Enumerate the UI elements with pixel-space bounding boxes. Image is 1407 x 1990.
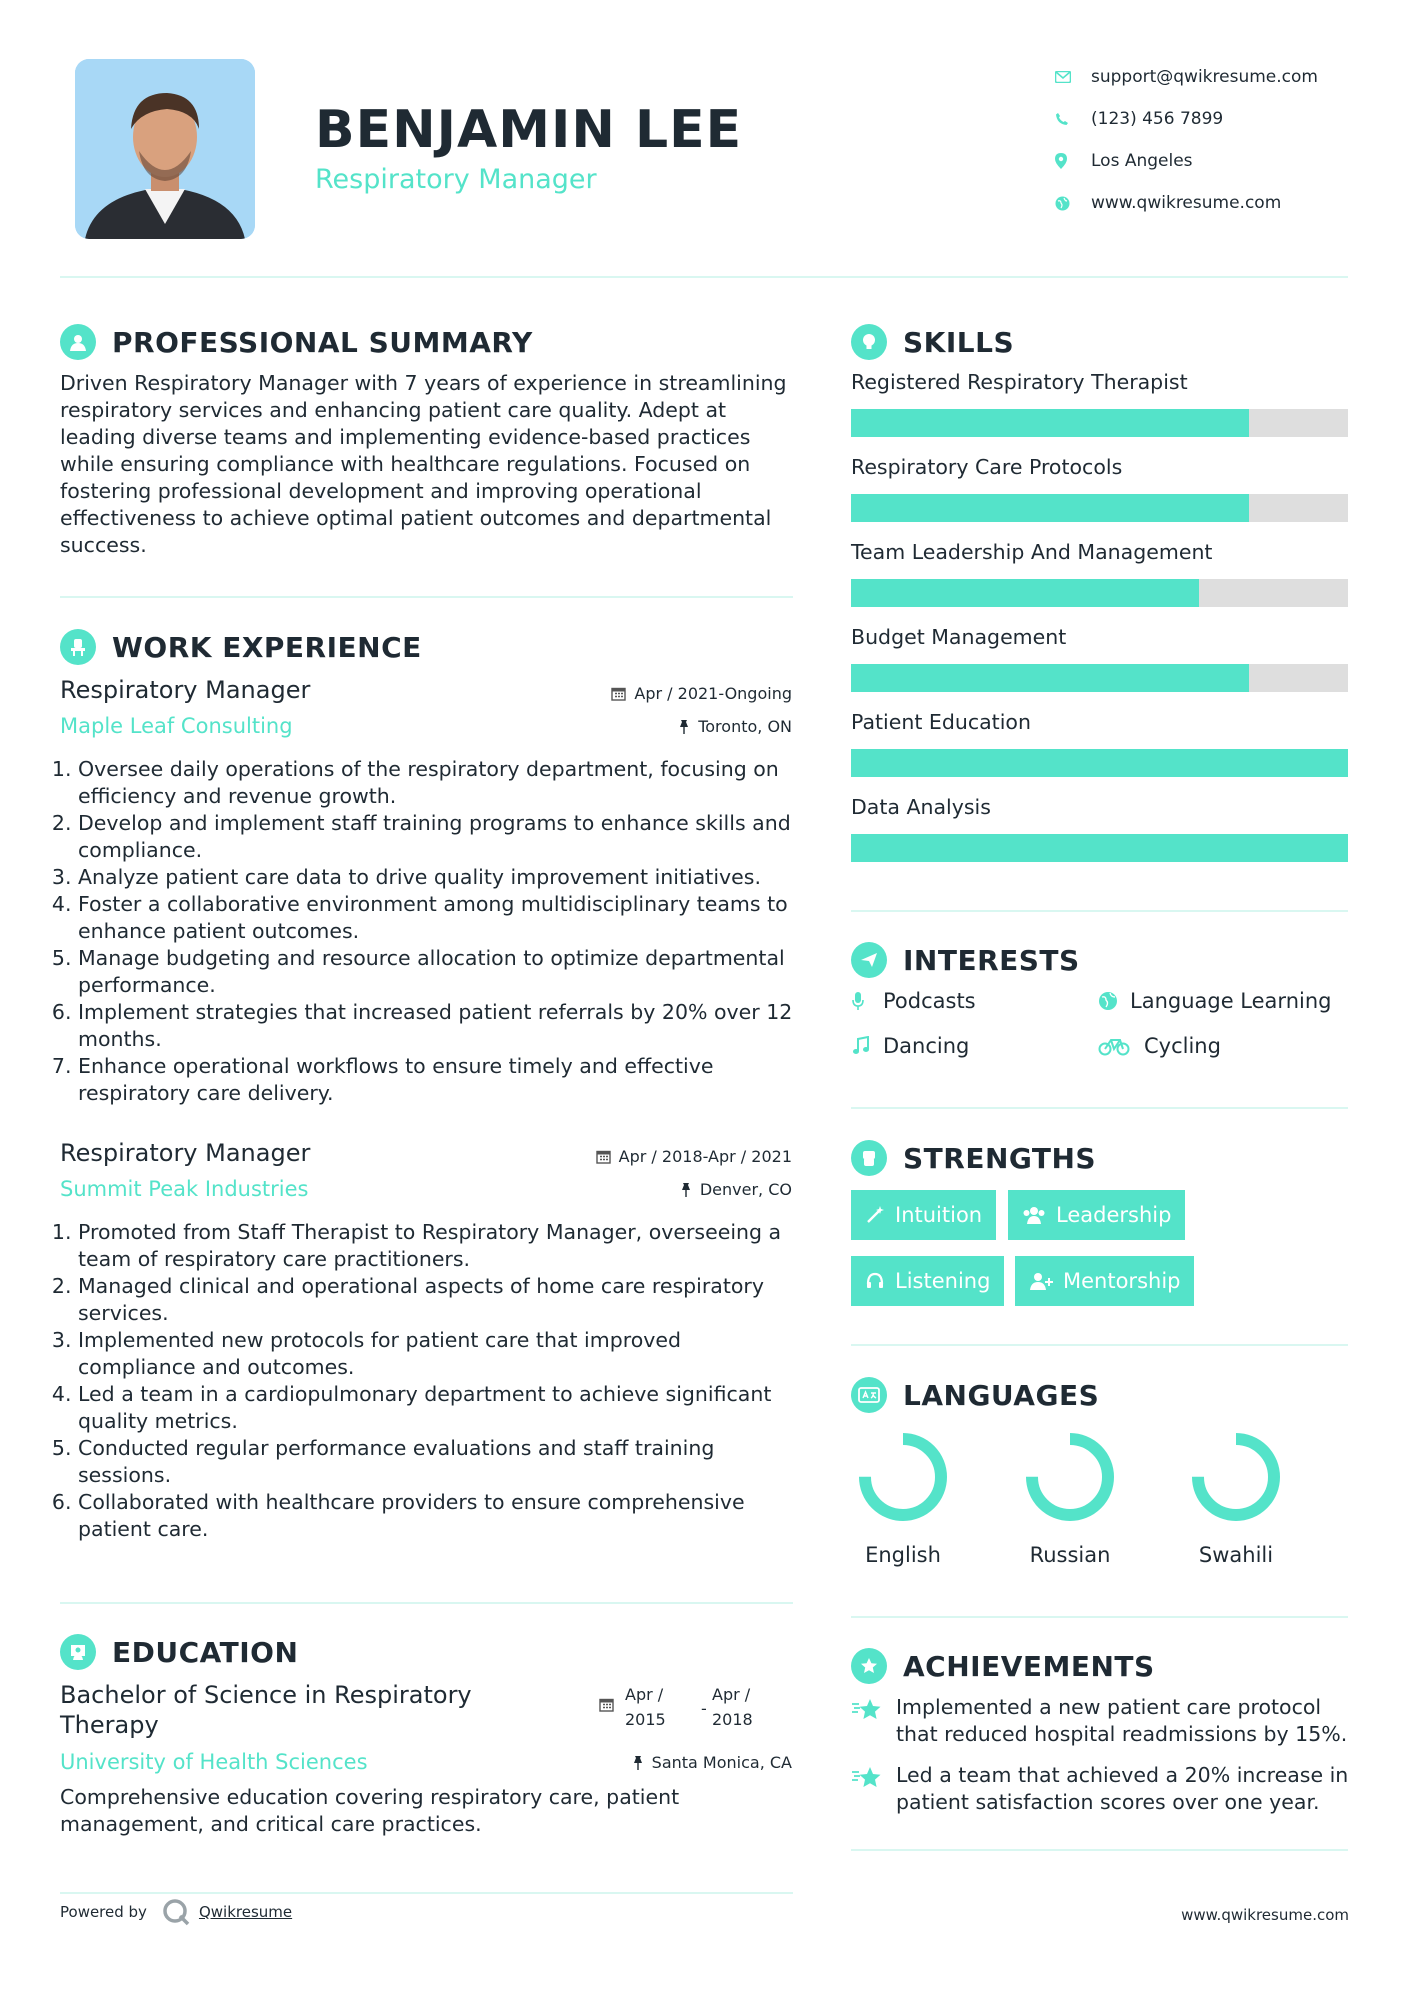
job-company: Summit Peak Industries <box>60 1177 309 1201</box>
star-icon <box>851 1694 896 1748</box>
contact-phone-text: (123) 456 7899 <box>1091 109 1224 129</box>
list-item: 4. Led a team in a cardiopulmonary department to achieve significant quality metrics. <box>78 1381 800 1435</box>
language-level-arc <box>865 1439 941 1515</box>
skills-heading <box>851 324 1014 360</box>
education-date-dash: - <box>701 1699 707 1718</box>
contact-phone[interactable] <box>1055 98 1385 140</box>
language-label: Swahili <box>1198 1543 1274 1567</box>
list-item: 4. Foster a collaborative environment among multidisciplinary teams to enhance patient outcomes. <box>78 891 800 945</box>
skill-level-bar <box>851 834 1348 862</box>
achievement-text: Led a team that achieved a 20% increase in patient satisfaction scores over one year. <box>896 1763 1349 1814</box>
strength-chip <box>851 1256 1004 1306</box>
magic-wand-icon <box>865 1205 885 1225</box>
list-item: 3. Implemented new protocols for patient care that improved compliance and outcomes. <box>78 1327 800 1381</box>
interests-title: INTERESTS <box>903 943 1080 977</box>
globe-icon <box>1098 991 1126 1011</box>
skill-level-fill <box>851 749 1348 777</box>
list-item: 5. Manage budgeting and resource allocation to optimize departmental performance. <box>78 945 800 999</box>
job-date-text: Apr / 2021-Ongoing <box>634 684 792 703</box>
degree-title: Bachelor of Science in Respiratory Therapy <box>60 1681 472 1739</box>
music-note-icon <box>851 1036 879 1056</box>
list-item: 5. Conducted regular performance evaluations and staff training sessions. <box>78 1435 800 1489</box>
list-item: 2. Managed clinical and operational aspects of home care respiratory services. <box>78 1273 800 1327</box>
skill-label: Data Analysis <box>851 795 991 819</box>
calendar-icon <box>599 1697 614 1716</box>
achievement-item <box>851 1762 1361 1816</box>
job-bullets <box>60 1219 800 1543</box>
education-heading <box>60 1634 298 1670</box>
language-level-arc <box>1198 1439 1274 1515</box>
language-level-ring <box>1190 1431 1282 1523</box>
skill-level-bar <box>851 409 1348 437</box>
skill-label: Respiratory Care Protocols <box>851 455 1123 479</box>
strengths-heading <box>851 1140 1096 1176</box>
powered-by-text: Powered by <box>60 1903 147 1921</box>
pushpin-icon <box>632 1756 644 1770</box>
language-level-arc <box>1032 1439 1108 1515</box>
person-avatar-icon <box>75 59 255 239</box>
skill-label: Team Leadership And Management <box>851 540 1213 564</box>
work-divider <box>60 1602 793 1604</box>
achievement-text: Implemented a new patient care protocol that reduced hospital readmissions by 15%. <box>896 1695 1348 1746</box>
job-date <box>500 684 792 703</box>
work-heading <box>60 629 422 665</box>
skill-level-fill <box>851 494 1249 522</box>
job-date <box>500 1147 792 1166</box>
star-icon <box>851 1762 896 1816</box>
skills-title: SKILLS <box>903 325 1015 359</box>
list-item: 7. Enhance operational workflows to ensure timely and effective respiratory care delivery. <box>78 1053 800 1107</box>
interest-label: Cycling <box>1144 1034 1221 1058</box>
globe-icon <box>1055 196 1091 211</box>
paper-plane-icon <box>851 942 887 978</box>
contact-location-text: Los Angeles <box>1091 151 1193 171</box>
envelope-icon <box>1055 71 1091 83</box>
footer-powered-by <box>60 1897 292 1927</box>
star-badge-icon <box>851 1648 887 1684</box>
users-icon <box>1022 1205 1046 1225</box>
bicycle-icon <box>1098 1036 1140 1056</box>
skill-label: Registered Respiratory Therapist <box>851 370 1188 394</box>
summary-divider <box>60 596 793 598</box>
list-item: 1. Promoted from Staff Therapist to Respiratory Manager, overseeing a team of respiratory care practitioners. <box>78 1219 800 1273</box>
qwikresume-logo-icon <box>161 1897 191 1927</box>
lightbulb-icon <box>851 324 887 360</box>
skills-divider <box>851 910 1348 912</box>
interest-item <box>1098 989 1331 1013</box>
language-label: Russian <box>1029 1543 1111 1567</box>
interest-label: Language Learning <box>1130 989 1332 1013</box>
languages-divider <box>851 1616 1348 1618</box>
profile-photo <box>75 59 255 239</box>
achievements-title: ACHIEVEMENTS <box>903 1649 1155 1683</box>
interest-item <box>851 989 976 1013</box>
pushpin-icon <box>678 720 690 734</box>
strength-chip <box>1015 1256 1194 1306</box>
education-end-month: Apr / <box>712 1685 751 1704</box>
microphone-icon <box>851 991 879 1011</box>
skill-level-fill <box>851 579 1199 607</box>
calendar-icon <box>611 686 626 701</box>
school-name: University of Health Sciences <box>60 1750 368 1774</box>
interest-label: Podcasts <box>883 989 976 1013</box>
job-location <box>500 1180 792 1199</box>
education-start-date <box>625 1682 666 1732</box>
achievements-heading <box>851 1648 1155 1684</box>
interests-heading <box>851 942 1080 978</box>
user-plus-icon <box>1029 1271 1053 1291</box>
summary-text: Driven Respiratory Manager with 7 years of experience in streamlining respiratory services and enhancing patient care quality. Adept at leading diverse teams and implementing evidence-based practices while ensuring compliance with healthcare regulations. Focused on fostering professional development and improving operational effectiveness to achieve optimal patient outcomes and departmental success. <box>60 371 787 557</box>
achievement-item <box>851 1694 1361 1748</box>
skill-level-fill <box>851 409 1249 437</box>
strength-chip <box>851 1190 996 1240</box>
education-start-month: Apr / <box>625 1685 664 1704</box>
strength-label: Mentorship <box>1063 1269 1181 1293</box>
languages-heading <box>851 1377 1099 1413</box>
header-divider <box>60 276 1348 278</box>
achievements-divider <box>851 1849 1348 1851</box>
interest-item <box>1098 1034 1221 1058</box>
contact-email[interactable] <box>1055 56 1385 98</box>
list-item: 6. Implement strategies that increased patient referrals by 20% over 12 months. <box>78 999 800 1053</box>
language-label: English <box>865 1543 941 1567</box>
job-location-text: Toronto, ON <box>698 717 792 736</box>
summary-heading <box>60 324 533 360</box>
job-location-text: Denver, CO <box>699 1180 792 1199</box>
contact-location <box>1055 140 1385 182</box>
strengths-divider <box>851 1344 1348 1346</box>
skill-level-bar <box>851 579 1348 607</box>
skill-label: Budget Management <box>851 625 1067 649</box>
qwikresume-link[interactable]: Qwikresume <box>198 1903 293 1921</box>
map-pin-icon <box>1055 153 1091 169</box>
summary-title: PROFESSIONAL SUMMARY <box>112 325 533 359</box>
interest-item <box>851 1034 969 1058</box>
list-item: 3. Analyze patient care data to drive quality improvement initiatives. <box>78 864 800 891</box>
list-item: 6. Collaborated with healthcare providers to ensure comprehensive patient care. <box>78 1489 800 1543</box>
education-end-date <box>712 1682 753 1732</box>
job-bullets <box>60 756 800 1107</box>
skill-level-bar <box>851 494 1348 522</box>
skill-label: Patient Education <box>851 710 1031 734</box>
skill-level-fill <box>851 664 1249 692</box>
interests-divider <box>851 1107 1348 1109</box>
graduate-icon <box>60 1634 96 1670</box>
contact-email-text: support@qwikresume.com <box>1091 67 1318 87</box>
user-icon <box>60 324 96 360</box>
strength-label: Leadership <box>1056 1203 1172 1227</box>
calendar-icon <box>596 1149 611 1164</box>
job-company: Maple Leaf Consulting <box>60 714 293 738</box>
skill-level-bar <box>851 664 1348 692</box>
job-title: Respiratory Manager <box>60 1139 311 1167</box>
language-level-ring <box>857 1431 949 1523</box>
education-end-year: 2018 <box>712 1710 753 1729</box>
list-item: 2. Develop and implement staff training programs to enhance skills and compliance. <box>78 810 800 864</box>
list-item: 1. Oversee daily operations of the respiratory department, focusing on efficiency and revenue growth. <box>78 756 800 810</box>
education-title: EDUCATION <box>112 1635 299 1669</box>
education-start-year: 2015 <box>625 1710 666 1729</box>
education-location-text: Santa Monica, CA <box>651 1753 792 1772</box>
strengths-title: STRENGTHS <box>903 1141 1097 1175</box>
candidate-role: Respiratory Manager <box>315 164 597 195</box>
job-date-text: Apr / 2018-Apr / 2021 <box>618 1147 792 1166</box>
contact-list <box>1055 56 1385 224</box>
strength-chip <box>1008 1190 1185 1240</box>
resume-header <box>0 0 1407 280</box>
contact-website[interactable] <box>1055 182 1385 224</box>
job-title: Respiratory Manager <box>60 676 311 704</box>
briefcase-icon <box>60 629 96 665</box>
footer-website[interactable]: www.qwikresume.com <box>1181 1906 1349 1924</box>
language-card-icon <box>851 1377 887 1413</box>
skill-level-fill <box>851 834 1348 862</box>
candidate-name: BENJAMIN LEE <box>315 100 743 160</box>
interest-label: Dancing <box>883 1034 970 1058</box>
strength-label: Intuition <box>895 1203 983 1227</box>
strength-label: Listening <box>895 1269 991 1293</box>
education-location <box>500 1753 792 1772</box>
fist-icon <box>851 1140 887 1176</box>
contact-website-text: www.qwikresume.com <box>1091 193 1282 213</box>
headphones-icon <box>865 1271 885 1291</box>
languages-title: LANGUAGES <box>903 1378 1100 1412</box>
education-description: Comprehensive education covering respiratory care, patient management, and critical care practices. <box>60 1785 680 1836</box>
phone-icon <box>1055 112 1091 126</box>
footer-divider-left <box>60 1892 793 1894</box>
pushpin-icon <box>680 1183 692 1197</box>
job-location <box>500 717 792 736</box>
language-level-ring <box>1024 1431 1116 1523</box>
work-title: WORK EXPERIENCE <box>112 630 422 664</box>
skill-level-bar <box>851 749 1348 777</box>
